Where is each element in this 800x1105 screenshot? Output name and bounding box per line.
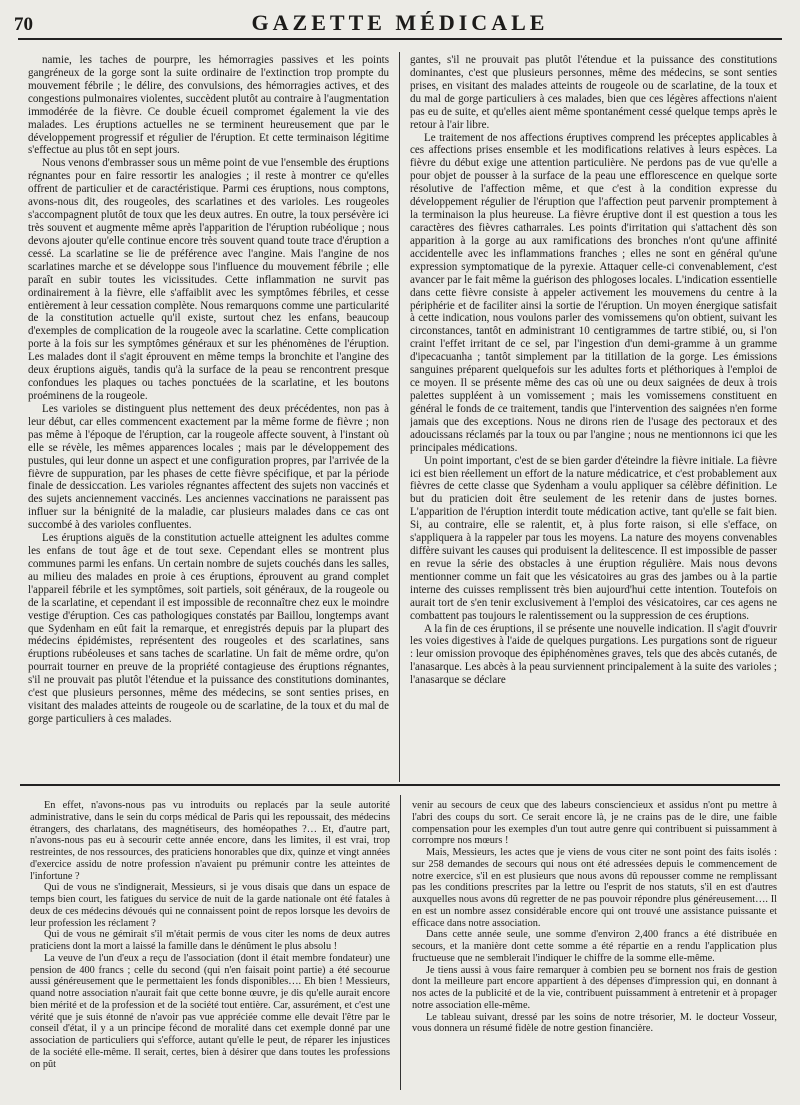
section-rule	[20, 784, 780, 786]
paragraph: Qui de vous ne gémirait s'il m'était permis de vous citer les noms de deux autres praticiens dont la mort a laissé la famille dans le dénûment le plus absolu !	[30, 929, 390, 952]
paragraph: gantes, s'il ne prouvait pas plutôt l'étendue et la puissance des constitutions dominantes, c'est que plusieurs personnes, même des médecins, se sont senties prises, en visitant des malades atteints de rougeole ou de scarlatine, de la toux et du mal de gorge particuliers à ces malades, bien que ces légères affections n'aient pas eu de suite, et qu'elles aient même spontanément cessé quelque temps après le retour à l'air libre.	[410, 54, 777, 131]
page-header	[0, 8, 800, 42]
paragraph: Le tableau suivant, dressé par les soins de notre trésorier, M. le docteur Vosseur, vous donnera un résumé fidèle de notre gestion financière.	[412, 1011, 777, 1035]
lower-left-column	[30, 800, 390, 1088]
paragraph: La veuve de l'un d'eux a reçu de l'association (dont il était membre fondateur) une pension de 400 francs ; celle du second (qui n'en faisait point partie) a été secourue aussi généreusement que le permettaient les fonds disponibles…. Eh bien ! Messieurs, quand notre association n'aurait fait que cette bonne œuvre, je dis qu'elle aurait encore bien mérité et de la profession et de la société tout entière. Car, assurément, et c'est une vérité que je suis étonné de n'avoir pas vue appréciée comme elle devait l'être par le conseil d'état, il y a un principe fécond de moralité dans cet exemple donné par une association de particuliers qui s'efforce, autant qu'elle le peut, de réparer les injustices de la société elle-même. Il serait, certes, bien à désirer que dans toutes les professions on pût	[30, 952, 390, 1070]
paragraph: Le traitement de nos affections éruptives comprend les préceptes applicables à ces affections prises ensemble et les modifications relatives à leurs espèces. La fièvre du début exige une attention particulière. Ne perdons pas de vue qu'elle a pour objet de pousser à la surface de la peau une efflorescence en quelque sorte résolutive de l'affection même, et que c'est à la condition expresse du développement régulier de l'éruption que l'affection peut parvenir promptement à la terminaison la plus heureuse. La fièvre éruptive dont il est question a tous les caractères des fièvres catharrales. Les points d'irritation qui s'attachent dès son apparition à la gorge au aux ramifications des bronches n'ont qu'une affinité accidentelle avec les inflammations franches ; elles ne sont en général qu'une expression symptomatique de la pyrexie. Attaquer celle-ci convenablement, c'est avancer par le fait même la guérison des phlogoses locales. L'indication essentielle dans cette fièvre consiste à appeler activement les mouvemens du centre à la périphérie et de faciliter ainsi la sortie de l'éruption. Un moyen énergique satisfait à cette indication, nous voulons parler des vomissemens qu'on obtient, suivant les circonstances, tantôt en administrant 10 centigrammes de tartre stibié, ou, si l'on craint l'effet irritant de ce sel, par l'ingestion d'un demi-gramme à un gramme d'ipecacuanha ; tantôt simplement par la titillation de la gorge. Les émissions sanguines préparent quelquefois sur les adultes forts et pléthoriques à l'emploi de ce moyen. Il se présente même des cas où une ou deux saignées de deux à trois palettes suppléent à un vomissement ; mais les vomissemens constituent en général le fonds de ce traitement, tandis que l'intervention des saignées n'en forme jamais que des exceptions. Nous ne dirons rien de l'usage des pectoraux et des adoucissans réclamés par la toux ou par l'angine ; nous ne mentionnons ici que les principales médications.	[410, 131, 777, 454]
column-divider	[400, 795, 401, 1090]
column-divider	[399, 52, 400, 782]
paragraph: Les éruptions aiguës de la constitution actuelle atteignent les adultes comme les enfans de tout âge et de tout sexe. Cependant elles se montrent plus communes parmi les enfans. Un certain nombre de sujets couchés dans les salles, au milieu des malades en proie à ces éruptions, éprouvent au grand complet l'appareil fébrile et les symptômes, soit partiels, soit généraux, de la rougeole ou de la scarlatine, et cependant il est impossible de reconnaître chez eux le moindre vestige d'éruption. Ces cas pathologiques constatés par Baillou, longtemps avant que Sydenham en eût fait la remarque, et enregistrés depuis par la plupart des médecins épidémistes, représentent des rougeoles et des scarlatines, sans éruptions rubéoleuses et sans taches de scarlatine. Un fait de même ordre, qu'on pourrait tourner en preuve de la propriété contagieuse des éruptions régnantes, s'il ne prouvait pas plutôt l'étendue et la puissance des constitutions dominantes, c'est que plusieurs personnes, même des médecins, se sont senties prises, en visitant des malades atteints de rougeole ou de scarlatine, de la toux et du mal de gorge particuliers à ces malades.	[28, 532, 389, 726]
paragraph: Je tiens aussi à vous faire remarquer à combien peu se bornent nos frais de gestion dont la meilleure part encore appartient à des dépenses d'impression qui, en donnant à nos actes de la publicité et de la vie, contribuent puissamment à entretenir et à propager notre association elle-même.	[412, 964, 777, 1011]
paragraph: venir au secours de ceux que des labeurs consciencieux et assidus n'ont pu mettre à l'abri des coups du sort. Ce serait encore là, je ne crains pas de le dire, une faible compensation pour les exemples d'un tout autre genre qui contribuent si puissamment à corrompre nos mœurs !	[412, 800, 777, 847]
paragraph: Les varioles se distinguent plus nettement des deux précédentes, non pas à leur début, car elles commencent exactement par la même forme de fièvre ; non pas même à l'époque de l'éruption, car la rougeole affecte souvent, à l'instant où elle se révèle, les mêmes apparences locales ; mais par le développement des pustules, qui leur donne un aspect et une configuration propres, par l'arrivée de la fièvre de suppuration, par les phases de cette fièvre spécifique, et par la période finale de dessiccation. Les varioles régnantes affectent des sujets non vaccinés et des sujets anciennement vaccinés. Les anciennes vaccinations ne paraissent pas influer sur la bénignité de la maladie, car plusieurs malades dans ce cas ont succombé à des varioles confluentes.	[28, 402, 389, 532]
upper-right-column	[410, 54, 777, 779]
journal-title: GAZETTE MÉDICALE	[251, 10, 549, 35]
paragraph: En effet, n'avons-nous pas vu introduits ou replacés par la seule autorité administrative, dans le sein du corps médical de Paris qui les repoussait, des médecins étrangers, des charlatans, des magnétiseurs, des homéopathes ?… Et, d'autre part, n'avons-nous pas eu à secourir cette année encore, dans les limites, il est vrai, trop restreintes, de nos ressources, des praticiens honorables que dix, quinze et vingt années d'exercice assidu de notre profession n'avaient pu prémunir contre les atteintes de l'infortune ?	[30, 800, 390, 882]
paragraph: A la fin de ces éruptions, il se présente une nouvelle indication. Il s'agit d'ouvrir les voies digestives à l'aide de quelques purgations. Les purgations sont de rigueur : leur omission provoque des épiphénomènes graves, tels que des abcès cutanés, de l'anasarque. Les abcès à la peau surviennent principalement à la suite des varioles ; l'anasarque se déclare	[410, 622, 777, 687]
lower-right-column	[412, 800, 777, 1088]
paragraph: Mais, Messieurs, les actes que je viens de vous citer ne sont point des faits isolés : sur 258 demandes de secours qui nous ont été adressées depuis le commencement de notre exercice, s'il en est plusieurs que nous avons dû repousser comme ne remplissant pas les conditions prescrites par la lettre ou l'esprit de nos statuts, s'il en est d'autres auxquelles nous avons dû regretter de ne pas pouvoir répondre plus généreusement…. Il en est un nombre assez considérable encore qui ont trouvé une assistance puissante et efficace dans notre association.	[412, 847, 777, 929]
paragraph: Qui de vous ne s'indignerait, Messieurs, si je vous disais que dans un espace de temps bien court, les fatigues du service de nuit de la garde nationale ont été fatales à deux de ces médecins dévoués qui ne connaissent point de repos lorsque les devoirs de leur profession les réclament ?	[30, 882, 390, 929]
header-rule	[18, 38, 782, 40]
paragraph: namie, les taches de pourpre, les hémorragies passives et les points gangréneux de la gorge sont la suite ordinaire de l'extinction trop prompte du mouvement fébrile ; le délire, des convulsions, des hémorragies actives, et des congestions pulmonaires violentes, succèdent plutôt au contraire à l'augmentation immodérée de la fièvre. Ce double écueil compromet également la vie des malades. Les éruptions actuelles ne se terminent heureusement que par le développement progressif et régulier de l'éruption. Et cette terminaison légitime s'effectue au plus tôt en sept jours.	[28, 54, 389, 157]
page-number: 70	[14, 14, 33, 35]
paragraph: Dans cette année seule, une somme d'environ 2,400 francs a été distribuée en secours, et la manière dont cette somme a été répartie en a rendu l'application plus fructueuse que ne semblerait l'indiquer le chiffre de la somme elle-même.	[412, 929, 777, 964]
paragraph: Nous venons d'embrasser sous un même point de vue l'ensemble des éruptions régnantes pour en faire ressortir les analogies ; il reste à montrer ce qu'elles offrent de particulier et de caractéristique. Parmi ces éruptions, nous comptons, avons-nous dit, des rougeoles, des scarlatines et des varioles. Les rougeoles s'accompagnent plutôt de toux que les deux autres. En outre, la toux persévère ici très souvent et augmente même après l'apparition de l'éruption rubéolique ; nous devons ajouter qu'elle continue encore très souvent quand toute trace d'éruption a cessé. La scarlatine se lie de préférence avec l'angine. Mais l'angine de nos scarlatines marche et se développe sous l'influence du mouvement fébrile ; elle paraît en subir toutes les vicissitudes. Cette inflammation ne survit pas ordinairement à la fièvre, elle s'affaiblit avec les symptômes fébriles, et cesse entièrement à leur cessation complète. Nous remarquons comme une particularité de la constitution actuelle qu'il existe, surtout chez les enfans, beaucoup d'exemples de complication de la rougeole avec la scarlatine. Cette complication porte à la fois sur les symptômes généraux et sur les phénomènes de l'éruption. Les malades dont il s'agit éprouvent en même temps la bronchite et l'angine des deux éruptions aiguës, tandis qu'à la surface de la peau se rencontrent presque confondues les plaques ou taches ponctuées de la scarlatine, et les boutons proéminens de la rougeole.	[28, 157, 389, 402]
upper-left-column	[28, 54, 389, 779]
paragraph: Un point important, c'est de se bien garder d'éteindre la fièvre initiale. La fièvre ici est bien réellement un effort de la nature médicatrice, et c'est probablement aux fièvres de cette classe que Sydenham a voulu appliquer sa célèbre définition. Le but du praticien doit être seulement de les retenir dans de justes bornes. L'apparition de l'éruption interdit toute médication active, tant qu'elle se fait bien. Si, au contraire, elle se ralentit, et, à plus forte raison, si elle s'efface, on s'appliquera à la rappeler par tous les moyens. La nature des moyens convenables diffère suivant les causes qui produisent la delitescence. Il est impossible de passer en revue la série des obstacles à une éruption régulière. Mais nous devons mentionner comme un fait que les vésicatoires au gras des jambes ou à la partie interne des cuisses remplissent très bien aujourd'hui cette intention. Toutefois on aurait tort de s'en tenir exclusivement à l'emploi des vésicatoires, car ces agens ne combattent pas toujours le ralentissement ou la suppression de ces éruptions.	[410, 454, 777, 622]
